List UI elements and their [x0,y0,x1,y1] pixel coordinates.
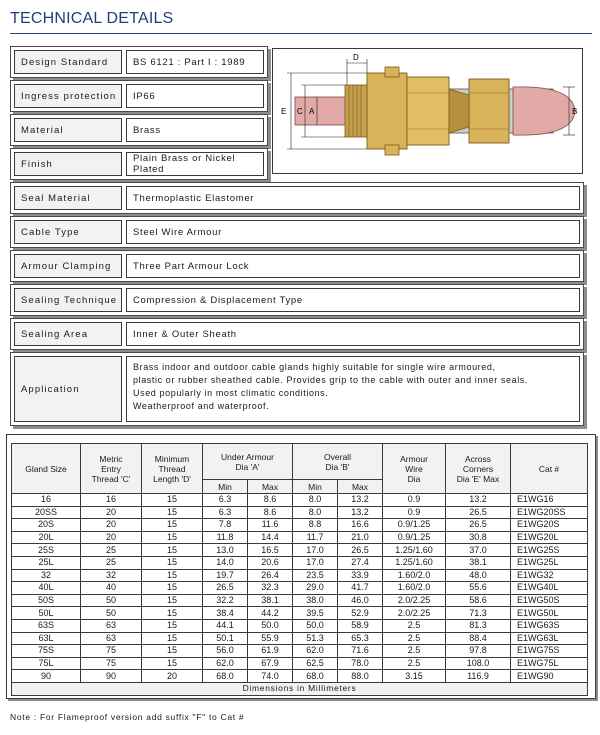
table-cell: 20 [81,531,142,544]
table-cell: 8.0 [293,494,338,507]
application-text [126,356,580,422]
dim-e-label: E [281,107,287,116]
table-cell: 55.6 [446,582,511,595]
table-cell: E1WG32 [511,569,588,582]
detail-label: Finish [14,152,122,176]
table-cell: 50.0 [293,619,338,632]
table-cell: 16 [12,494,81,507]
table-cell: E1WG75L [511,657,588,670]
detail-row [10,114,268,146]
table-cell: 50L [12,607,81,620]
detail-value: BS 6121 : Part I : 1989 [126,50,264,74]
header-ua-min: Min [203,480,248,494]
detail-row [10,250,584,282]
table-cell: E1WG25S [511,544,588,557]
table-cell: 15 [142,607,203,620]
table-cell: 61.9 [248,645,293,658]
table-row [12,544,588,557]
table-cell: 16.5 [248,544,293,557]
table-cell: 41.7 [338,582,383,595]
detail-row [10,284,584,316]
table-cell: 90 [12,670,81,683]
table-cell: 55.9 [248,632,293,645]
table-cell: 38.1 [248,594,293,607]
table-cell: 2.5 [383,619,446,632]
table-cell: E1WG50S [511,594,588,607]
header-metric-thread: Metric Entry Thread 'C' [81,444,142,494]
table-cell: 56.0 [203,645,248,658]
table-cell: 0.9/1.25 [383,531,446,544]
detail-row [10,182,584,214]
table-cell: 52.9 [338,607,383,620]
table-row [12,506,588,519]
table-cell: 62.0 [293,645,338,658]
table-cell: 38.1 [446,556,511,569]
table-cell: 58.6 [446,594,511,607]
table-cell: 81.3 [446,619,511,632]
detail-label: Cable Type [14,220,122,244]
table-cell: 26.5 [446,519,511,532]
table-cell: 13.2 [338,506,383,519]
table-cell: 71.3 [446,607,511,620]
table-cell: 50 [81,594,142,607]
detail-label: Sealing Technique [14,288,122,312]
table-cell: 116.9 [446,670,511,683]
table-cell: 19.7 [203,569,248,582]
table-cell: 15 [142,632,203,645]
table-cell: 15 [142,594,203,607]
table-cell: 75L [12,657,81,670]
table-cell: 0.9 [383,506,446,519]
table-cell: 2.0/2.25 [383,594,446,607]
table-cell: 1.60/2.0 [383,569,446,582]
table-cell: 17.0 [293,544,338,557]
table-cell: 62.0 [203,657,248,670]
table-cell: 38.4 [203,607,248,620]
table-cell: 58.9 [338,619,383,632]
header-ua-max: Max [248,480,293,494]
table-cell: E1WG25L [511,556,588,569]
flameproof-note: Note : For Flameproof version add suffix "F" to Cat # [10,712,245,722]
detail-value: Brass [126,118,264,142]
header-armour-wire: Armour Wire Dia [383,444,446,494]
table-cell: 75S [12,645,81,658]
table-row [12,582,588,595]
table-cell: 26.5 [338,544,383,557]
table-row [12,569,588,582]
table-cell: 26.4 [248,569,293,582]
table-row [12,632,588,645]
table-cell: 68.0 [293,670,338,683]
table-cell: 13.2 [446,494,511,507]
table-cell: 20L [12,531,81,544]
table-cell: 20 [81,519,142,532]
table-cell: 20S [12,519,81,532]
table-cell: 15 [142,531,203,544]
table-cell: 39.5 [293,607,338,620]
table-row [12,619,588,632]
header-cat: Cat # [511,444,588,494]
application-line: plastic or rubber sheathed cable. Provides grip to the cable with outer and inner seals. [133,375,528,385]
table-cell: 26.5 [203,582,248,595]
table-cell: 30.8 [446,531,511,544]
table-cell: E1WG40L [511,582,588,595]
table-cell: 11.7 [293,531,338,544]
dim-a-label: A [309,107,315,116]
table-cell: 27.4 [338,556,383,569]
cable-gland-drawing [273,49,582,173]
table-row [12,556,588,569]
dim-c-label: C [297,107,303,116]
table-cell: 2.5 [383,632,446,645]
table-row [12,657,588,670]
table-cell: 50.1 [203,632,248,645]
back-nut [469,79,509,143]
header-under-armour: Under Armour Dia 'A' [203,444,293,480]
table-cell: 32.2 [203,594,248,607]
table-cell: 50S [12,594,81,607]
table-cell: 2.5 [383,657,446,670]
application-line: Used popularly in most climatic conditions. [133,388,329,398]
table-cell: 16.6 [338,519,383,532]
table-cell: 50.0 [248,619,293,632]
table-row [12,531,588,544]
detail-value: Three Part Armour Lock [126,254,580,278]
gland-diagram [272,48,583,174]
header-ov-min: Min [293,480,338,494]
table-cell: 15 [142,657,203,670]
table-cell: 25L [12,556,81,569]
table-cell: 20SS [12,506,81,519]
table-cell: 8.6 [248,494,293,507]
table-cell: 32 [81,569,142,582]
table-cell: 32 [12,569,81,582]
table-cell: 78.0 [338,657,383,670]
table-cell: 1.25/1.60 [383,544,446,557]
table-cell: 48.0 [446,569,511,582]
table-cell: 46.0 [338,594,383,607]
table-cell: 17.0 [293,556,338,569]
table-cell: 26.5 [446,506,511,519]
page-title: TECHNICAL DETAILS [10,10,174,27]
application-label: Application [14,356,122,422]
detail-value: Plain Brass or Nickel Plated [126,152,264,176]
table-cell: 15 [142,506,203,519]
detail-value: IP66 [126,84,264,108]
table-cell: 13.2 [338,494,383,507]
header-across-corners: Across Corners Dia 'E' Max [446,444,511,494]
table-cell: 88.4 [446,632,511,645]
table-row [12,494,588,507]
middle-nut [407,77,449,145]
table-cell: 44.2 [248,607,293,620]
title-rule [10,33,592,34]
table-cell: 11.6 [248,519,293,532]
table-cell: 68.0 [203,670,248,683]
table-cell: 63 [81,619,142,632]
table-cell: 40 [81,582,142,595]
table-cell: 75 [81,657,142,670]
table-cell: 15 [142,582,203,595]
table-cell: 63L [12,632,81,645]
table-cell: 25 [81,544,142,557]
table-cell: 1.25/1.60 [383,556,446,569]
table-cell: 63S [12,619,81,632]
detail-label: Ingress protection [14,84,122,108]
table-row [12,519,588,532]
application-line: Weatherproof and waterproof. [133,401,270,411]
table-cell: 0.9 [383,494,446,507]
table-cell: 65.3 [338,632,383,645]
table-cell: 37.0 [446,544,511,557]
table-cell: 15 [142,544,203,557]
table-cell: 63 [81,632,142,645]
table-cell: 88.0 [338,670,383,683]
table-row [12,670,588,683]
table-row [12,645,588,658]
table-cell: 2.0/2.25 [383,607,446,620]
table-cell: 8.0 [293,506,338,519]
table-cell: E1WG20L [511,531,588,544]
table-cell: 15 [142,494,203,507]
table-cell: 40L [12,582,81,595]
table-cell: 108.0 [446,657,511,670]
detail-value: Compression & Displacement Type [126,288,580,312]
detail-label: Sealing Area [14,322,122,346]
table-cell: 33.9 [338,569,383,582]
detail-label: Material [14,118,122,142]
table-cell: 51.3 [293,632,338,645]
header-ov-max: Max [338,480,383,494]
table-cell: 44.1 [203,619,248,632]
table-cell: 15 [142,519,203,532]
table-cell: 23.5 [293,569,338,582]
table-cell: 6.3 [203,506,248,519]
gland-body [367,73,407,149]
table-cell: 20.6 [248,556,293,569]
table-row [12,607,588,620]
outer-sheath [513,87,578,135]
table-cell: 15 [142,569,203,582]
table-cell: 67.9 [248,657,293,670]
table-cell: 25 [81,556,142,569]
table-cell: 15 [142,556,203,569]
table-footer: Dimensions in Millimeters [12,682,588,695]
table-cell: 97.8 [446,645,511,658]
table-cell: E1WG16 [511,494,588,507]
detail-row [10,80,268,112]
detail-row [10,216,584,248]
application-row [10,352,584,426]
table-cell: 14.4 [248,531,293,544]
table-cell: 15 [142,619,203,632]
header-gland-size: Gland Size [12,444,81,494]
table-cell: E1WG20SS [511,506,588,519]
table-cell: 11.8 [203,531,248,544]
detail-label: Seal Material [14,186,122,210]
table-row [12,594,588,607]
table-cell: E1WG20S [511,519,588,532]
table-cell: 13.0 [203,544,248,557]
detail-value: Steel Wire Armour [126,220,580,244]
table-cell: 7.8 [203,519,248,532]
spec-table [11,443,588,696]
table-cell: 14.0 [203,556,248,569]
detail-value: Thermoplastic Elastomer [126,186,580,210]
detail-row [10,46,268,78]
detail-row [10,318,584,350]
table-cell: 32.3 [248,582,293,595]
table-cell: 74.0 [248,670,293,683]
table-cell: E1WG63L [511,632,588,645]
table-cell: 71.6 [338,645,383,658]
entry-thread [345,85,367,137]
table-cell: E1WG63S [511,619,588,632]
detail-row [10,148,268,180]
table-cell: 38.0 [293,594,338,607]
table-cell: 2.5 [383,645,446,658]
table-cell: 8.6 [248,506,293,519]
table-cell: E1WG50L [511,607,588,620]
table-cell: 6.3 [203,494,248,507]
table-cell: 75 [81,645,142,658]
table-cell: 15 [142,645,203,658]
table-cell: 8.8 [293,519,338,532]
table-cell: 90 [81,670,142,683]
dim-b-label: B [572,107,578,116]
table-cell: 62.5 [293,657,338,670]
table-cell: 21.0 [338,531,383,544]
table-cell: 0.9/1.25 [383,519,446,532]
detail-value: Inner & Outer Sheath [126,322,580,346]
table-cell: 50 [81,607,142,620]
table-cell: 3.15 [383,670,446,683]
table-cell: 25S [12,544,81,557]
dim-d-label: D [353,53,359,62]
table-cell: 16 [81,494,142,507]
table-cell: E1WG75S [511,645,588,658]
detail-label: Armour Clamping [14,254,122,278]
detail-label: Design Standard [14,50,122,74]
table-cell: 20 [81,506,142,519]
table-cell: 1.60/2.0 [383,582,446,595]
header-min-thread: Minimum Thread Length 'D' [142,444,203,494]
application-line: Brass indoor and outdoor cable glands highly suitable for single wire armoured, [133,362,496,372]
armour-cone [449,89,469,133]
table-cell: E1WG90 [511,670,588,683]
table-cell: 20 [142,670,203,683]
header-overall: Overall Dia 'B' [293,444,383,480]
table-cell: 29.0 [293,582,338,595]
